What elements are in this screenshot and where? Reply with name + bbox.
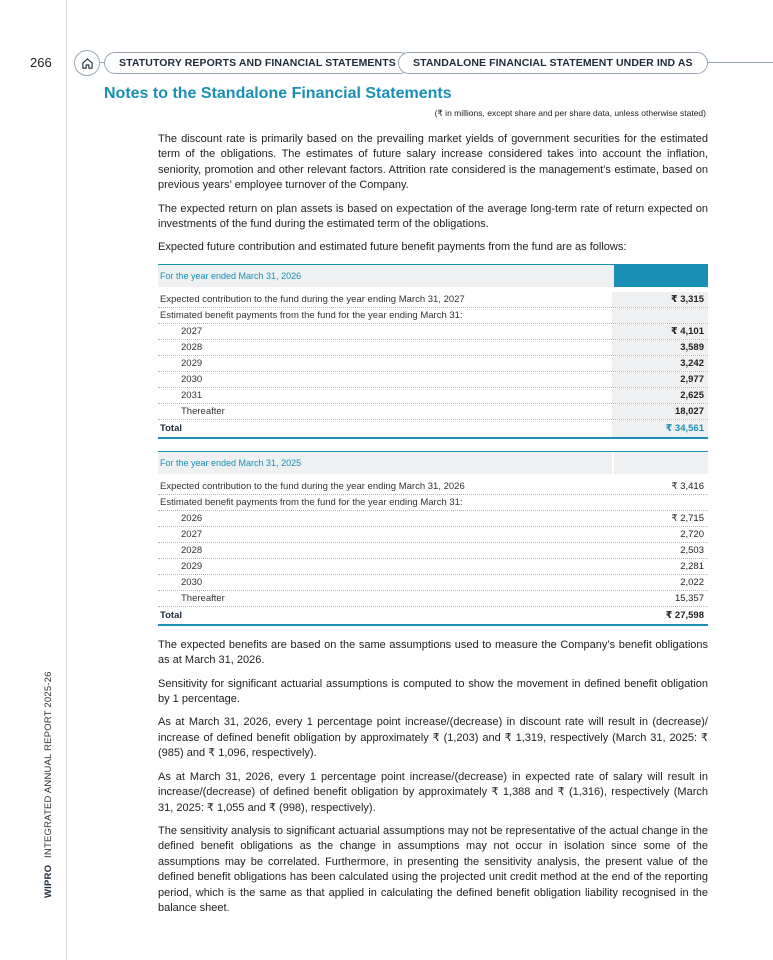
row-value bbox=[612, 308, 708, 323]
page-number: 266 bbox=[30, 55, 52, 70]
paragraph: The discount rate is primarily based on the prevailing market yields of government securities for the estimated term of the obligations. The estimates of future salary increase considered takes into account the inflation, seniority, promotion and other relevant factors. Attrition rate considered is the management’s estimate, based on previous years’ employee turnover of the Company. bbox=[158, 133, 708, 192]
units-note: (₹ in millions, except share and per share data, unless otherwise stated) bbox=[434, 108, 706, 118]
row-label: 2030 bbox=[181, 373, 203, 385]
total-label: Total bbox=[160, 422, 182, 434]
table-row bbox=[158, 495, 708, 511]
total-label: Total bbox=[160, 609, 182, 621]
header-value-cell bbox=[614, 265, 708, 287]
sidebar-report-label bbox=[43, 671, 54, 898]
table-row bbox=[158, 511, 708, 527]
paragraph: Sensitivity for significant actuarial assumptions is computed to show the movement in defined benefit obligation by 1 percentage. bbox=[158, 677, 708, 706]
row-label: Expected contribution to the fund during the year ending March 31, 2026 bbox=[160, 480, 465, 492]
row-value: 2,977 bbox=[612, 372, 708, 387]
row-value: 18,027 bbox=[612, 404, 708, 419]
home-button[interactable] bbox=[74, 50, 100, 76]
table-2025 bbox=[158, 451, 708, 626]
row-value: 15,357 bbox=[674, 592, 704, 604]
row-label: 2027 bbox=[181, 528, 203, 540]
row-label: 2028 bbox=[181, 341, 203, 353]
paragraph: As at March 31, 2026, every 1 percentage point increase/(decrease) in discount rate will result in (decrease)/ increase of defined benefit obligation by approximately ₹ (1,203) and ₹ 1,319, respectively (March 31, 2025: ₹ (985) and ₹ 1,096, respectively). bbox=[158, 716, 708, 760]
margin-rule bbox=[66, 0, 67, 960]
table-row bbox=[158, 575, 708, 591]
row-label: 2027 bbox=[181, 325, 203, 337]
table-row bbox=[158, 292, 708, 308]
row-value: ₹ 3,416 bbox=[671, 480, 704, 492]
paragraph: The expected benefits are based on the same assumptions used to measure the Company’s benefit obligations as at March 31, 2026. bbox=[158, 638, 708, 667]
table-2026 bbox=[158, 264, 708, 439]
row-label: Estimated benefit payments from the fund for the year ending March 31: bbox=[160, 309, 463, 321]
paragraph: Expected future contribution and estimated future benefit payments from the fund are as follows: bbox=[158, 241, 627, 254]
header-value-cell bbox=[612, 452, 708, 474]
table-row bbox=[158, 308, 708, 324]
table-row bbox=[158, 324, 708, 340]
row-value: ₹ 3,315 bbox=[612, 292, 708, 307]
main-content bbox=[158, 132, 708, 924]
row-label: 2026 bbox=[181, 512, 203, 524]
row-value: 2,503 bbox=[680, 544, 704, 556]
table-row bbox=[158, 356, 708, 372]
breadcrumb-statutory-reports[interactable]: STATUTORY REPORTS AND FINANCIAL STATEMENTS bbox=[104, 52, 411, 74]
row-value: 2,625 bbox=[612, 388, 708, 403]
table-row bbox=[158, 479, 708, 495]
row-value: ₹ 2,715 bbox=[671, 512, 704, 524]
row-value: 2,720 bbox=[680, 528, 704, 540]
row-value: 3,242 bbox=[612, 356, 708, 371]
brand-logo-text: WIPRO bbox=[43, 864, 54, 898]
row-value: 2,281 bbox=[680, 560, 704, 572]
total-value: ₹ 34,561 bbox=[612, 420, 708, 437]
row-label: Thereafter bbox=[181, 592, 225, 604]
table-total-row bbox=[158, 420, 708, 439]
table-header bbox=[158, 264, 708, 287]
row-value bbox=[612, 495, 708, 510]
report-title: INTEGRATED ANNUAL REPORT 2025-26 bbox=[43, 671, 54, 858]
home-icon bbox=[81, 57, 94, 70]
table-header bbox=[158, 451, 708, 474]
row-label: Estimated benefit payments from the fund for the year ending March 31: bbox=[160, 496, 463, 508]
table-row bbox=[158, 559, 708, 575]
table-row bbox=[158, 591, 708, 607]
row-label: 2030 bbox=[181, 576, 203, 588]
row-value: ₹ 4,101 bbox=[612, 324, 708, 339]
row-label: 2029 bbox=[181, 560, 203, 572]
table-row bbox=[158, 404, 708, 420]
row-value: 2,022 bbox=[680, 576, 704, 588]
row-label: 2029 bbox=[181, 357, 203, 369]
table-heading: For the year ended March 31, 2025 bbox=[160, 457, 302, 468]
breadcrumb-standalone-statements[interactable]: STANDALONE FINANCIAL STATEMENT UNDER IND AS bbox=[398, 52, 708, 74]
table-total-row bbox=[158, 607, 708, 626]
row-label: 2031 bbox=[181, 389, 203, 401]
page-title: Notes to the Standalone Financial Statements bbox=[104, 85, 452, 102]
row-label: Expected contribution to the fund during the year ending March 31, 2027 bbox=[160, 293, 465, 305]
row-value: 3,589 bbox=[612, 340, 708, 355]
paragraph: The sensitivity analysis to significant actuarial assumptions may not be representative of the actual change in the defined benefit obligations as the change in assumptions may not occur in isolation since some of the assumptions may be correlated. Furthermore, in presenting the sensitivity analysis, the present value of the defined benefit obligations has been calculated using the projected unit credit method at the end of the reporting period, which is the same as that applied in calculating the defined benefit obligation liability recognised in the balance sheet. bbox=[158, 824, 708, 914]
table-row bbox=[158, 340, 708, 356]
table-row bbox=[158, 388, 708, 404]
table-heading: For the year ended March 31, 2026 bbox=[160, 270, 302, 281]
total-value: ₹ 27,598 bbox=[665, 609, 704, 621]
row-label: 2028 bbox=[181, 544, 203, 556]
table-row bbox=[158, 527, 708, 543]
table-row bbox=[158, 372, 708, 388]
paragraph: The expected return on plan assets is based on expectation of the average long-term rate of return expected on investments of the fund during the estimated term of the obligations. bbox=[158, 202, 708, 231]
row-label: Thereafter bbox=[181, 405, 225, 417]
table-row bbox=[158, 543, 708, 559]
paragraph: As at March 31, 2026, every 1 percentage point increase/(decrease) in expected rate of salary will result in increase/(decrease) of defined benefit obligation by approximately ₹ 1,388 and ₹ (1,316), respectively (March 31, 2025: ₹ 1,055 and ₹ (998), respectively). bbox=[158, 770, 708, 814]
